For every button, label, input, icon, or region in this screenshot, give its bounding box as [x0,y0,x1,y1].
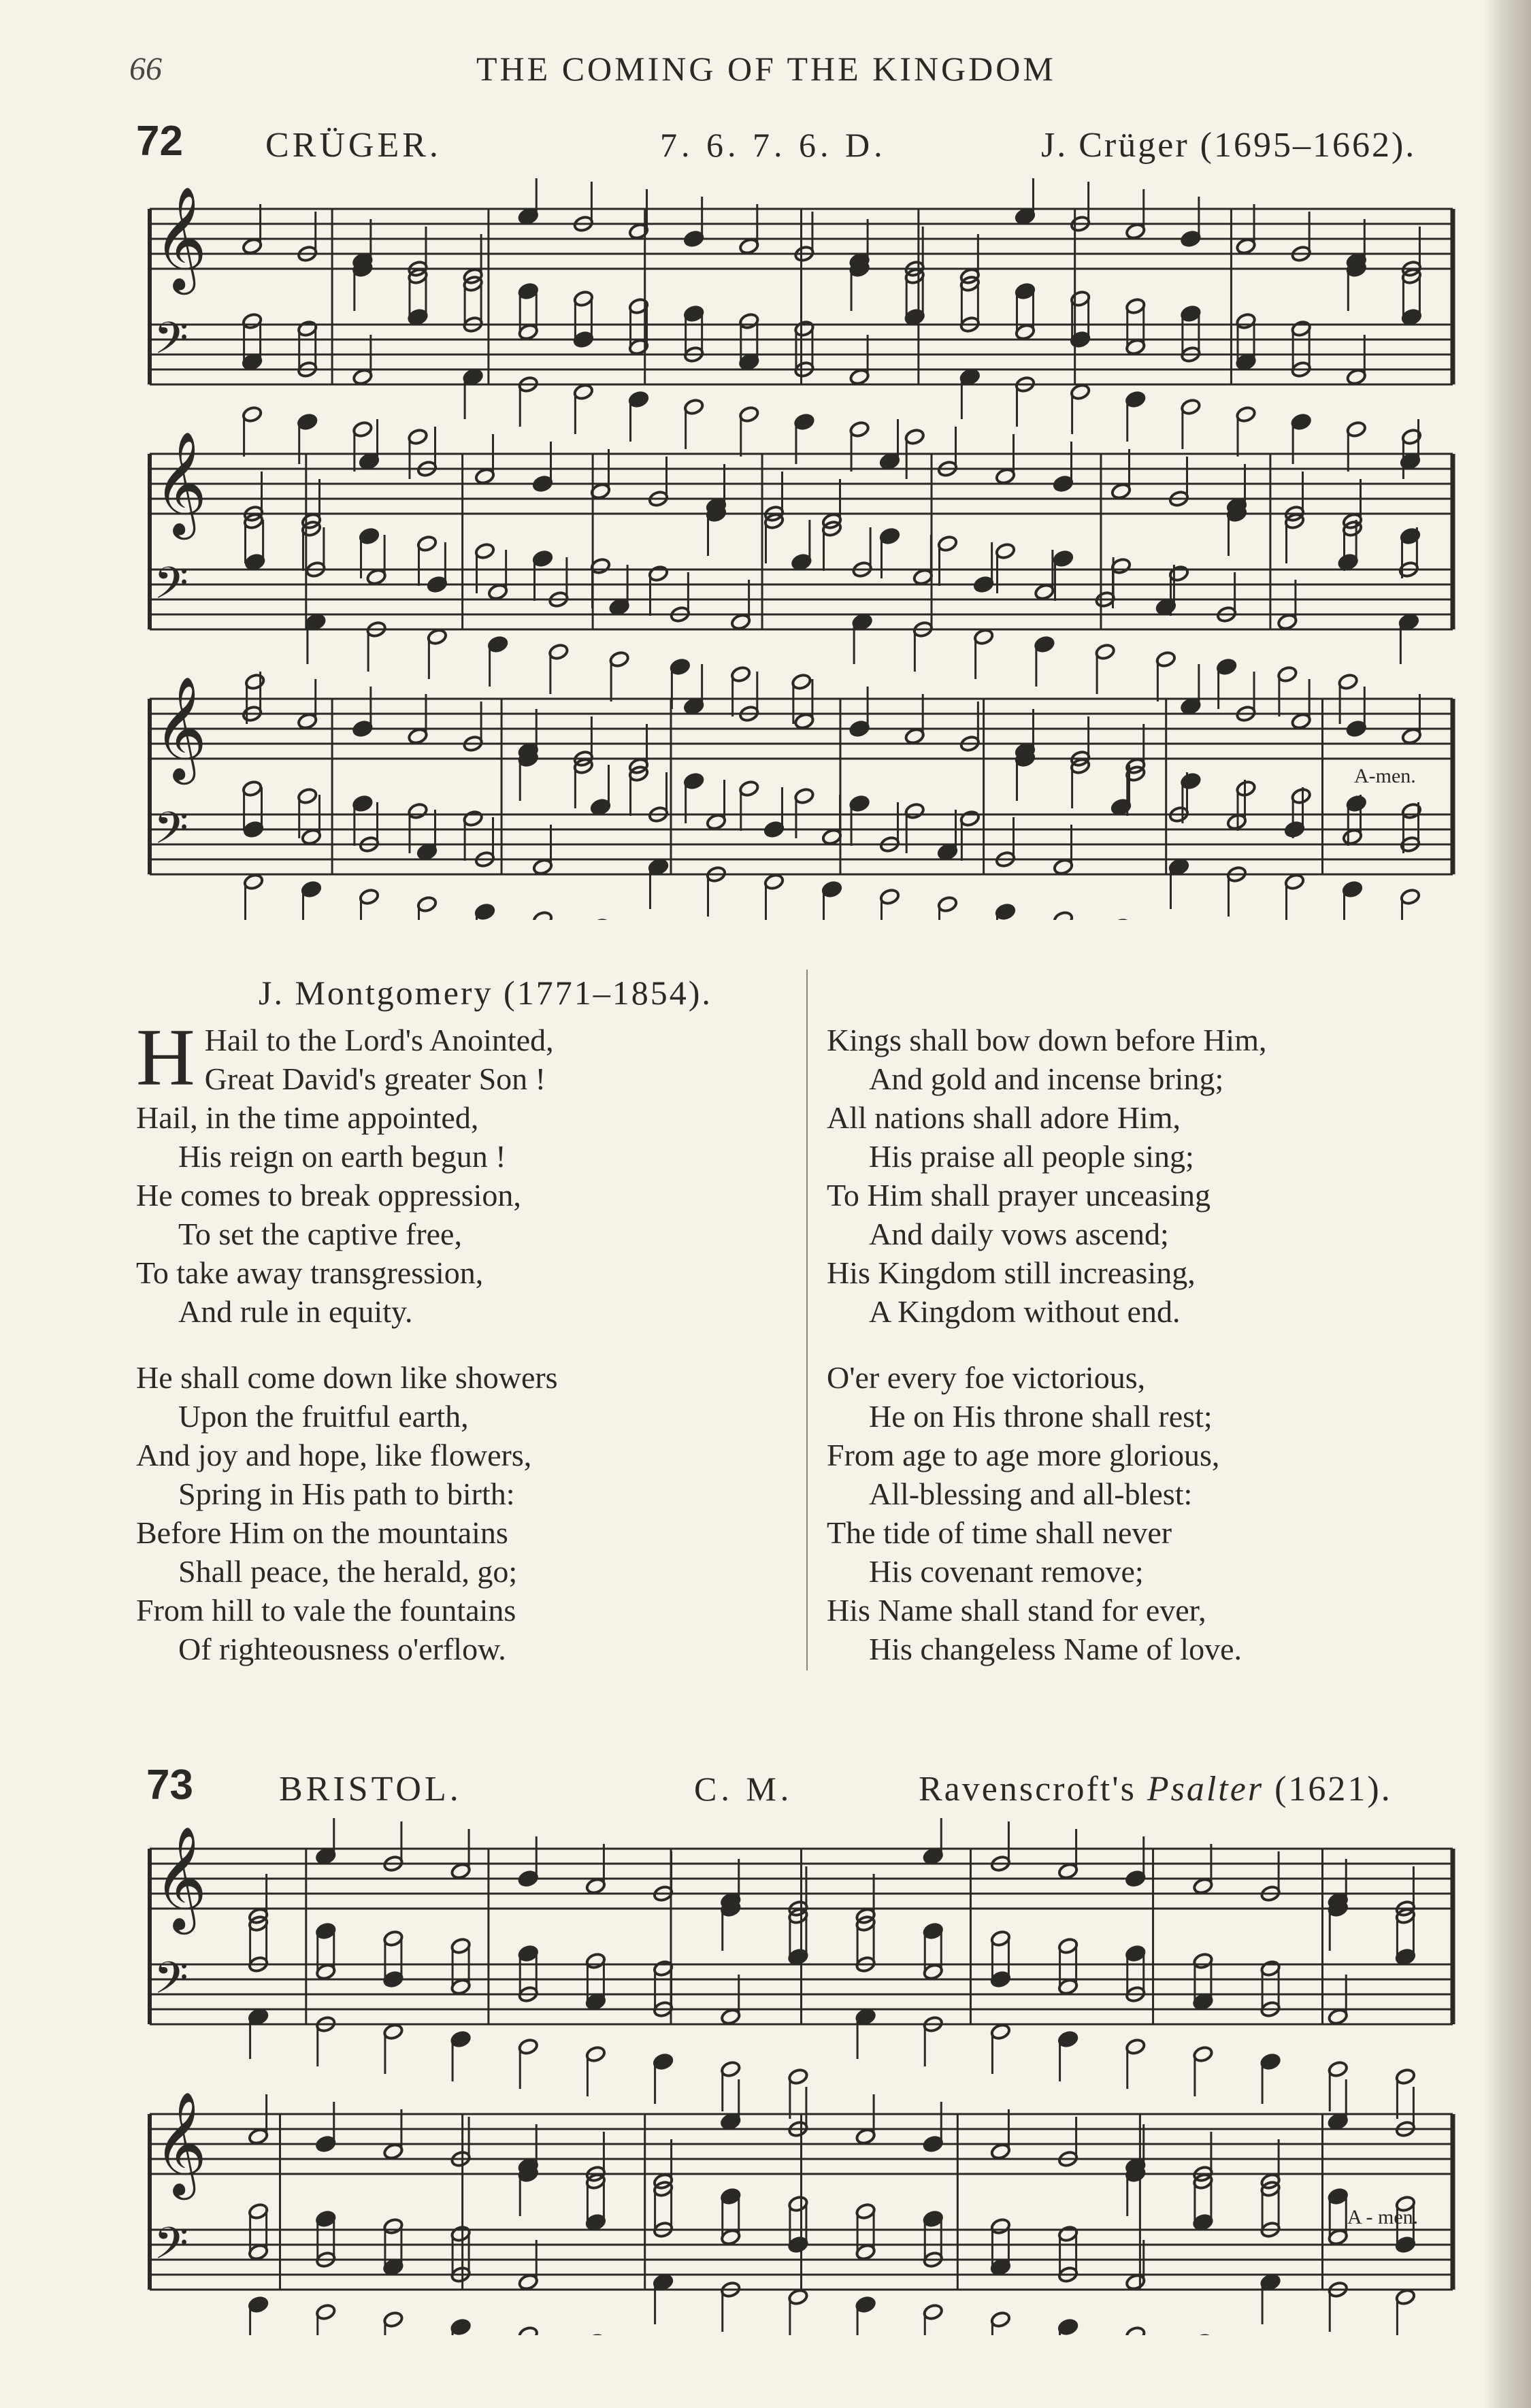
stanza-line: From hill to vale the fountains [136,1593,516,1628]
barlines [306,1849,1453,2024]
hymn-73-heading [0,1761,1531,1815]
hymn-72-heading [0,117,1531,171]
author-credit: J. Montgomery (1771–1854). [259,974,712,1012]
stanza-line: He shall come down like showers [136,1360,558,1395]
treble-clef-icon: 𝄞 [154,431,208,535]
stanza-line: He comes to break oppression, [136,1178,521,1213]
bass-clef-icon: 𝄢 [154,557,188,620]
bass-notes [248,2273,1415,2335]
bass-clef-icon: 𝄢 [154,1951,188,2015]
stanza-line: All nations shall adore Him, [827,1100,1181,1135]
bass-staff [150,570,1453,629]
treble-clef-icon: 𝄞 [154,186,208,291]
stanza-line: Kings shall bow down before Him, [827,1023,1267,1057]
hymn-number: 73 [146,1762,193,1809]
barlines [280,2114,1453,2290]
bass-clef-icon: 𝄢 [154,802,188,865]
stanza-line: His changeless Name of love. [869,1632,1242,1666]
composer: J. Crüger (1695–1662). [1041,126,1417,165]
stanza-line: All-blessing and all-blest: [869,1477,1193,1511]
bass-clef-icon: 𝄢 [154,312,188,375]
page-number: 66 [129,51,162,87]
stanza-line: And rule in equity. [178,1294,413,1329]
stanza-line: A Kingdom without end. [869,1294,1181,1329]
stanza-line: O'er every foe victorious, [827,1360,1146,1395]
stanza-line: His Name shall stand for ever, [827,1593,1206,1628]
bass-notes [243,858,1421,920]
stanza-2 [136,1358,558,1668]
treble-staff [150,454,1453,514]
stanza-line: Hail, in the time appointed, [136,1100,479,1135]
page-edge-shadow [1483,0,1531,2408]
drop-cap: H [136,1012,195,1102]
treble-clef-icon: 𝄞 [154,1826,208,1930]
barlines [332,699,1453,874]
hymn-number: 72 [136,118,183,165]
stanza-4 [827,1358,1242,1668]
stanza-3 [827,1021,1266,1331]
stanza-line: And gold and incense bring; [869,1061,1224,1096]
stanza-line: His Kingdom still increasing, [827,1255,1196,1290]
tune-name: CRÜGER. [265,126,442,165]
stanza-line: He on His throne shall rest; [869,1399,1213,1434]
stanza-line: Of righteousness o'erflow. [178,1632,506,1666]
amen-label: A - men. [1347,2206,1419,2228]
stanza-line: Shall peace, the herald, go; [178,1554,518,1589]
stanza-line: And daily vows ascend; [869,1217,1169,1251]
amen-label: A-men. [1354,765,1416,787]
stanza-line: The tide of time shall never [827,1515,1172,1550]
stanza-line: From age to age more glorious, [827,1438,1220,1472]
hymn-73-score [129,1818,1463,2335]
stanza-1 [136,1012,554,1331]
running-title: THE COMING OF THE KINGDOM [476,50,1056,88]
stanza-line: Spring in His path to birth: [178,1477,515,1511]
barlines [332,209,1453,384]
treble-clef-icon: 𝄞 [154,676,208,780]
stanza-line: H Hail to the Lord's Anointed, [136,1012,554,1102]
stanza-line: His reign on earth begun ! [178,1139,506,1174]
tune-name: BRISTOL. [279,1770,462,1809]
column-divider [806,970,808,1670]
running-head [0,46,1531,94]
metre: C. M. [694,1770,793,1808]
stanza-line: His praise all people sing; [869,1139,1194,1174]
stanza-line: His covenant remove; [869,1554,1144,1589]
composer: Ravenscroft's Psalter (1621). [919,1770,1392,1809]
stanza-line: And joy and hope, like flowers, [136,1438,532,1472]
stanza-line: Great David's greater Son ! [204,1061,546,1096]
treble-clef-icon: 𝄞 [154,2091,208,2196]
stanza-line: Upon the fruitful earth, [178,1399,469,1434]
stanza-line: To set the captive free, [178,1217,462,1251]
hymn-72-score [129,178,1463,920]
metre: 7. 6. 7. 6. D. [660,126,887,164]
stanza-line: Before Him on the mountains [136,1515,508,1550]
stanza-line: To Him shall prayer unceasing [827,1178,1211,1213]
bass-clef-icon: 𝄢 [154,2217,188,2280]
bass-staff [150,814,1453,874]
stanza-line: To take away transgression, [136,1255,484,1290]
